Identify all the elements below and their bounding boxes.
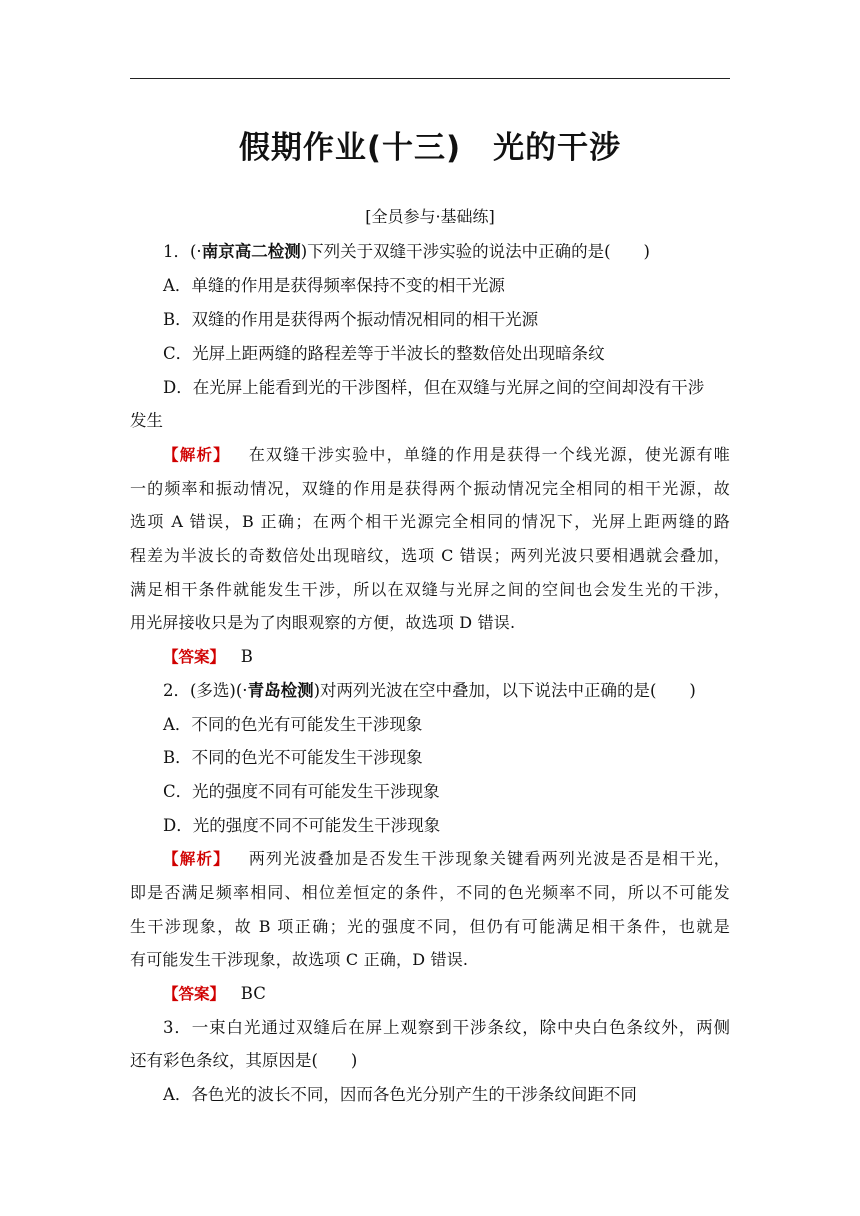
answer-value: BC: [240, 984, 266, 1003]
q1-option-d: D．在光屏上能看到光的干涉图样，但在双缝与光屏之间的空间却没有干涉: [163, 378, 705, 397]
section-heading: [全员参与·基础练]: [365, 207, 495, 226]
explanation-tag: 【解析】: [163, 850, 230, 868]
q2-option-a: A．不同的色光有可能发生干涉现象: [163, 715, 423, 734]
q2-explanation-line: [130, 847, 730, 871]
q2-explanation-line: 生干涉现象，故 B 项正确；光的强度不同，但仍有可能满足相干条件，也就是: [130, 917, 730, 936]
q1-explanation-line: 选项 A 错误，B 正确；在两个相干光源完全相同的情况下，光屏上距两缝的路: [130, 512, 730, 531]
explanation-text: 在双缝干涉实验中，单缝的作用是获得一个线光源，使光源有唯: [248, 445, 730, 464]
question-text: )下列关于双缝干涉实验的说法中正确的是( ): [300, 242, 650, 261]
answer-tag: 【答案】: [163, 985, 226, 1003]
q2-explanation-line: 即是否满足频率相同、相位差恒定的条件，不同的色光频率不同，所以不可能发: [130, 883, 730, 902]
q1-explanation-line: 满足相干条件就能发生干涉，所以在双缝与光屏之间的空间也会发生光的干涉，: [130, 580, 730, 599]
explanation-tag: 【解析】: [163, 446, 230, 464]
question-3-stem: 3．一束白光通过双缝后在屏上观察到干涉条纹，除中央白色条纹外，两侧: [163, 1018, 730, 1037]
q1-option-b: B．双缝的作用是获得两个振动情况相同的相干光源: [163, 310, 539, 329]
q2-option-c: C．光的强度不同有可能发生干涉现象: [163, 782, 440, 801]
q2-answer: [130, 982, 730, 1006]
question-source: 青岛检测: [247, 681, 314, 700]
q3-option-a: A．各色光的波长不同，因而各色光分别产生的干涉条纹间距不同: [163, 1085, 637, 1104]
question-text: )对两列光波在空中叠加，以下说法中正确的是( ): [313, 681, 696, 700]
answer-tag: 【答案】: [163, 648, 226, 666]
q1-explanation-line: [130, 443, 730, 467]
question-number: 1．(·: [163, 242, 202, 261]
question-3-stem-continued: 还有彩色条纹，其原因是( ): [130, 1051, 358, 1070]
page-title: 假期作业(十三) 光的干涉: [238, 130, 622, 166]
question-source: 南京高二检测: [201, 242, 301, 261]
q1-explanation-line: 用光屏接收只是为了肉眼观察的方便，故选项 D 错误.: [130, 613, 516, 632]
q2-explanation-line: 有可能发生干涉现象，故选项 C 正确，D 错误.: [130, 950, 469, 969]
question-number: 2．(多选)(·: [163, 681, 248, 700]
question-2-stem: [130, 679, 730, 703]
q1-explanation-line: 一的频率和振动情况，双缝的作用是获得两个振动情况完全相同的相干光源，故: [130, 479, 730, 498]
q1-option-d-continued: 发生: [130, 411, 163, 430]
explanation-text: 两列光波叠加是否发生干涉现象关键看两列光波是否是相干光，: [248, 849, 730, 868]
q1-answer: [130, 645, 730, 669]
q1-option-c: C．光屏上距两缝的路程差等于半波长的整数倍处出现暗条纹: [163, 344, 605, 363]
header-rule: [130, 78, 730, 79]
answer-value: B: [240, 647, 253, 666]
q1-option-a: A．单缝的作用是获得频率保持不变的相干光源: [163, 276, 505, 295]
q2-option-b: B．不同的色光不可能发生干涉现象: [163, 748, 423, 767]
q1-explanation-line: 程差为半波长的奇数倍处出现暗纹，选项 C 错误；两列光波只要相遇就会叠加，: [130, 546, 730, 565]
question-1-stem: [130, 240, 730, 264]
q2-option-d: D．光的强度不同不可能发生干涉现象: [163, 816, 441, 835]
